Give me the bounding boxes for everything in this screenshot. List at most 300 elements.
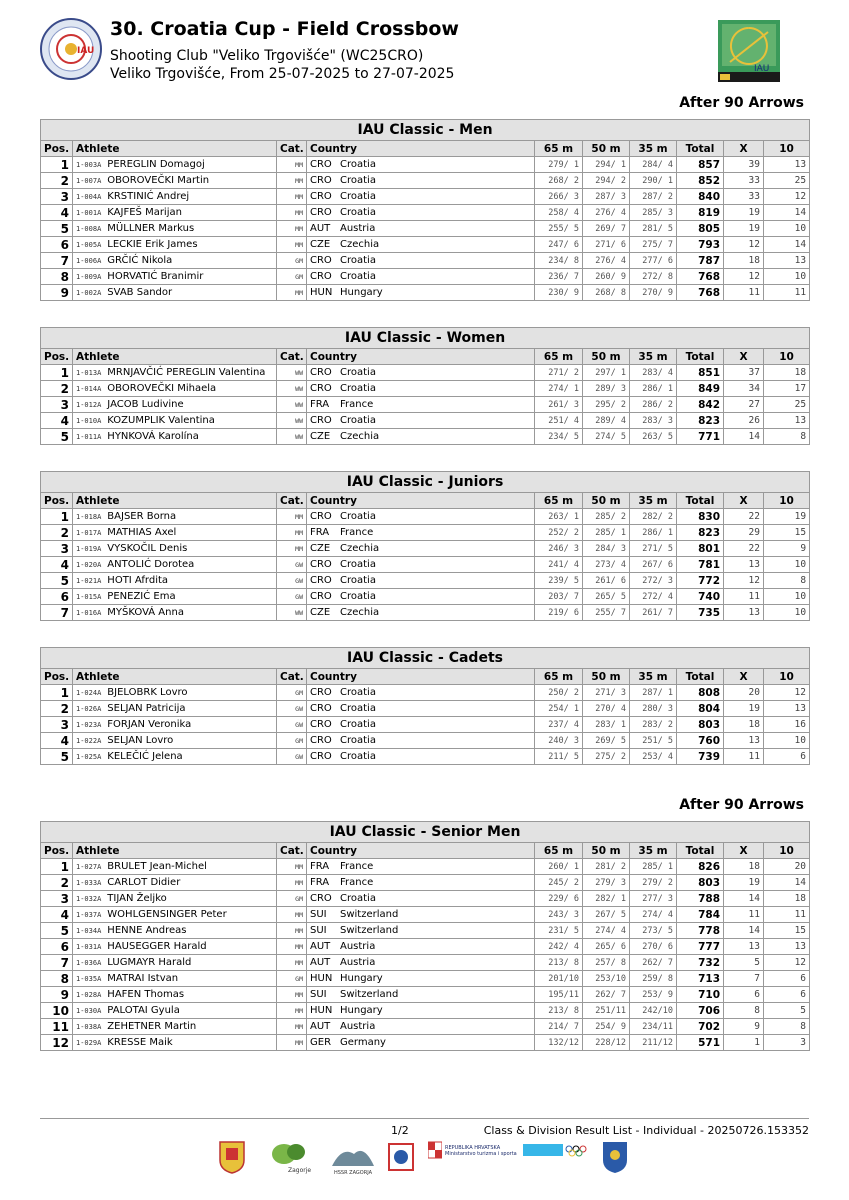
x-count: 11 — [724, 907, 764, 923]
svg-text:IAU: IAU — [77, 46, 95, 56]
score-35m: 234/11 — [630, 1019, 677, 1035]
country-cell — [307, 189, 535, 205]
bib-number: 1-004A — [76, 193, 102, 201]
position: 3 — [41, 397, 73, 413]
country-name: Switzerland — [340, 989, 399, 1000]
score-65m: 263/ 1 — [535, 509, 583, 525]
position: 1 — [41, 509, 73, 525]
category: MM — [277, 923, 307, 939]
bib-number: 1-001A — [76, 209, 102, 217]
country-code: AUT — [310, 957, 331, 968]
category: MM — [277, 189, 307, 205]
x-count: 12 — [724, 237, 764, 253]
country-code: CRO — [310, 719, 332, 730]
table-row — [41, 1019, 810, 1035]
country-cell — [307, 509, 535, 525]
column-header-athlete: Athlete — [73, 493, 277, 509]
table-row — [41, 733, 810, 749]
x-count: 9 — [724, 1019, 764, 1035]
country-cell — [307, 939, 535, 955]
athlete-cell — [73, 701, 277, 717]
column-header-athlete: Athlete — [73, 141, 277, 157]
tens-count: 15 — [764, 525, 810, 541]
category: GM — [277, 971, 307, 987]
category: GW — [277, 701, 307, 717]
column-header-d65: 65 m — [535, 349, 583, 365]
score-65m: 279/ 1 — [535, 157, 583, 173]
bib-number: 1-007A — [76, 177, 102, 185]
club-name: Shooting Club "Veliko Trgovišće" (WC25CRO) — [110, 48, 424, 64]
table-row — [41, 381, 810, 397]
score-50m: 274/ 4 — [583, 923, 630, 939]
total-score: 710 — [677, 987, 724, 1003]
bib-number: 1-009A — [76, 273, 102, 281]
score-50m: 279/ 3 — [583, 875, 630, 891]
country-code: SUI — [310, 925, 327, 936]
bib-number: 1-012A — [76, 401, 102, 409]
table-row — [41, 429, 810, 445]
bib-number: 1-014A — [76, 385, 102, 393]
country-cell — [307, 605, 535, 621]
country-cell — [307, 955, 535, 971]
column-header-country: Country — [307, 843, 535, 859]
results-table — [40, 647, 810, 765]
table-row — [41, 923, 810, 939]
score-65m: 239/ 5 — [535, 573, 583, 589]
x-count: 19 — [724, 221, 764, 237]
country-code: CRO — [310, 271, 332, 282]
total-score: 830 — [677, 509, 724, 525]
score-65m: 243/ 3 — [535, 907, 583, 923]
bib-number: 1-018A — [76, 513, 102, 521]
position: 5 — [41, 923, 73, 939]
score-65m: 241/ 4 — [535, 557, 583, 573]
score-50m: 281/ 2 — [583, 859, 630, 875]
athlete-name: KAJFEŠ Marijan — [107, 207, 182, 218]
table-row — [41, 285, 810, 301]
position: 7 — [41, 253, 73, 269]
position: 9 — [41, 987, 73, 1003]
bib-number: 1-016A — [76, 609, 102, 617]
hssr-logo — [330, 1140, 376, 1180]
country-name: Croatia — [340, 191, 376, 202]
ministry-text: REPUBLIKA HRVATSKA Ministarstvo turizma i sporta — [445, 1145, 517, 1157]
athlete-name: OBOROVEČKI Martin — [107, 175, 210, 186]
score-35m: 253/ 4 — [630, 749, 677, 765]
country-code: CRO — [310, 591, 332, 602]
event-place-dates: Veliko Trgovišće, From 25-07-2025 to 27-07-2025 — [110, 66, 455, 82]
athlete-name: OBOROVEČKI Mihaela — [107, 383, 217, 394]
position: 3 — [41, 717, 73, 733]
score-35m: 263/ 5 — [630, 429, 677, 445]
country-cell — [307, 397, 535, 413]
tens-count: 16 — [764, 717, 810, 733]
score-35m: 290/ 1 — [630, 173, 677, 189]
athlete-name: SELJAN Patricija — [107, 703, 186, 714]
athlete-name: ANTOLIĆ Dorotea — [107, 559, 195, 570]
score-50m: 228/12 — [583, 1035, 630, 1051]
position: 6 — [41, 939, 73, 955]
bib-number: 1-013A — [76, 369, 102, 377]
club-logo — [40, 18, 102, 80]
score-50m: 273/ 4 — [583, 557, 630, 573]
country-cell — [307, 923, 535, 939]
tens-count: 14 — [764, 237, 810, 253]
score-35m: 285/ 3 — [630, 205, 677, 221]
ministry-logo — [428, 1140, 517, 1164]
category: MM — [277, 859, 307, 875]
tens-count: 8 — [764, 573, 810, 589]
athlete-cell — [73, 413, 277, 429]
score-35m: 251/ 5 — [630, 733, 677, 749]
score-35m: 283/ 3 — [630, 413, 677, 429]
athlete-name: HAFEN Thomas — [107, 989, 185, 1000]
score-65m: 247/ 6 — [535, 237, 583, 253]
category: MM — [277, 1035, 307, 1051]
total-score: 851 — [677, 365, 724, 381]
athlete-name: MATRAI Istvan — [107, 973, 179, 984]
athlete-name: TIJAN Željko — [107, 893, 167, 904]
bib-number: 1-037A — [76, 911, 102, 919]
bib-number: 1-026A — [76, 705, 102, 713]
score-65m: 255/ 5 — [535, 221, 583, 237]
position: 8 — [41, 971, 73, 987]
table-row — [41, 1003, 810, 1019]
athlete-cell — [73, 541, 277, 557]
score-65m: 211/ 5 — [535, 749, 583, 765]
athlete-cell — [73, 1003, 277, 1019]
column-header-pos: Pos. — [41, 843, 73, 859]
page-number: 1/2 — [391, 1124, 409, 1137]
column-header-d35: 35 m — [630, 843, 677, 859]
score-50m: 253/10 — [583, 971, 630, 987]
athlete-cell — [73, 733, 277, 749]
score-35m: 277/ 3 — [630, 891, 677, 907]
country-code: CRO — [310, 191, 332, 202]
position: 12 — [41, 1035, 73, 1051]
tens-count: 18 — [764, 891, 810, 907]
country-code: FRA — [310, 877, 330, 888]
athlete-cell — [73, 1035, 277, 1051]
country-name: Switzerland — [340, 925, 399, 936]
column-header-x: X — [724, 843, 764, 859]
score-65m: 195/11 — [535, 987, 583, 1003]
x-count: 13 — [724, 605, 764, 621]
tens-count: 13 — [764, 413, 810, 429]
score-65m: 274/ 1 — [535, 381, 583, 397]
total-score: 571 — [677, 1035, 724, 1051]
country-name: Croatia — [340, 591, 376, 602]
country-cell — [307, 237, 535, 253]
bib-number: 1-006A — [76, 257, 102, 265]
athlete-name: HENNE Andreas — [107, 925, 187, 936]
table-row — [41, 157, 810, 173]
position: 4 — [41, 413, 73, 429]
athlete-cell — [73, 173, 277, 189]
country-name: Czechia — [340, 239, 380, 250]
total-score: 740 — [677, 589, 724, 605]
total-score: 849 — [677, 381, 724, 397]
country-name: Croatia — [340, 703, 376, 714]
athlete-name: PALOTAI Gyula — [107, 1005, 180, 1016]
score-50m: 294/ 1 — [583, 157, 630, 173]
score-50m: 294/ 2 — [583, 173, 630, 189]
country-cell — [307, 987, 535, 1003]
score-65m: 251/ 4 — [535, 413, 583, 429]
tens-count: 25 — [764, 397, 810, 413]
score-50m: 269/ 7 — [583, 221, 630, 237]
position: 3 — [41, 189, 73, 205]
category: MM — [277, 875, 307, 891]
score-65m: 237/ 4 — [535, 717, 583, 733]
athlete-cell — [73, 987, 277, 1003]
score-35m: 267/ 6 — [630, 557, 677, 573]
country-name: Germany — [340, 1037, 386, 1048]
country-name: Austria — [340, 1021, 376, 1032]
column-header-total: Total — [677, 843, 724, 859]
country-name: Croatia — [340, 893, 376, 904]
athlete-cell — [73, 907, 277, 923]
country-cell — [307, 413, 535, 429]
athlete-cell — [73, 189, 277, 205]
position: 3 — [41, 891, 73, 907]
total-score: 826 — [677, 859, 724, 875]
category: GW — [277, 717, 307, 733]
total-score: 803 — [677, 875, 724, 891]
position: 6 — [41, 589, 73, 605]
score-65m: 213/ 8 — [535, 955, 583, 971]
country-name: Austria — [340, 941, 376, 952]
athlete-name: SELJAN Lovro — [107, 735, 174, 746]
score-50m: 295/ 2 — [583, 397, 630, 413]
country-code: CRO — [310, 383, 332, 394]
column-header-x: X — [724, 493, 764, 509]
country-code: CZE — [310, 239, 331, 250]
position: 2 — [41, 173, 73, 189]
column-header-country: Country — [307, 493, 535, 509]
svg-text:HSSR ZAGORJA: HSSR ZAGORJA — [334, 1170, 373, 1176]
table-row — [41, 221, 810, 237]
column-header-cat: Cat. — [277, 349, 307, 365]
position: 4 — [41, 557, 73, 573]
column-header-cat: Cat. — [277, 141, 307, 157]
table-row — [41, 525, 810, 541]
score-35m: 261/ 7 — [630, 605, 677, 621]
score-65m: 260/ 1 — [535, 859, 583, 875]
score-50m: 261/ 6 — [583, 573, 630, 589]
category: GW — [277, 573, 307, 589]
column-header-pos: Pos. — [41, 493, 73, 509]
x-count: 29 — [724, 525, 764, 541]
country-code: CRO — [310, 575, 332, 586]
x-count: 22 — [724, 541, 764, 557]
score-50m: 282/ 1 — [583, 891, 630, 907]
athlete-name: LUGMAYR Harald — [107, 957, 192, 968]
x-count: 22 — [724, 509, 764, 525]
country-name: Croatia — [340, 751, 376, 762]
athlete-name: JACOB Ludivine — [107, 399, 184, 410]
results-table — [40, 327, 810, 445]
bib-number: 1-002A — [76, 289, 102, 297]
total-score: 778 — [677, 923, 724, 939]
bib-number: 1-003A — [76, 161, 102, 169]
athlete-cell — [73, 429, 277, 445]
country-cell — [307, 557, 535, 573]
country-name: Austria — [340, 223, 376, 234]
section-title: IAU Classic - Cadets — [41, 648, 810, 669]
country-name: Croatia — [340, 735, 376, 746]
country-code: AUT — [310, 941, 331, 952]
column-header-country: Country — [307, 669, 535, 685]
tens-count: 17 — [764, 381, 810, 397]
table-row — [41, 253, 810, 269]
table-row — [41, 205, 810, 221]
position: 2 — [41, 701, 73, 717]
country-code: CRO — [310, 367, 332, 378]
athlete-cell — [73, 605, 277, 621]
bib-number: 1-035A — [76, 975, 102, 983]
athlete-name: BRULET Jean-Michel — [107, 861, 207, 872]
column-header-x: X — [724, 349, 764, 365]
table-row — [41, 955, 810, 971]
country-name: Hungary — [340, 1005, 383, 1016]
country-cell — [307, 907, 535, 923]
country-cell — [307, 541, 535, 557]
category: MM — [277, 285, 307, 301]
tens-count: 13 — [764, 253, 810, 269]
category: WW — [277, 397, 307, 413]
column-header-ten: 10 — [764, 141, 810, 157]
country-cell — [307, 1035, 535, 1051]
x-count: 37 — [724, 365, 764, 381]
tens-count: 10 — [764, 733, 810, 749]
score-65m: 268/ 2 — [535, 173, 583, 189]
athlete-name: MRNJAVČIĆ PEREGLIN Valentina — [107, 367, 266, 378]
position: 5 — [41, 749, 73, 765]
position: 8 — [41, 269, 73, 285]
column-header-ten: 10 — [764, 843, 810, 859]
athlete-name: BJELOBRK Lovro — [107, 687, 188, 698]
total-score: 771 — [677, 429, 724, 445]
score-35m: 270/ 9 — [630, 285, 677, 301]
score-65m: 229/ 6 — [535, 891, 583, 907]
score-50m: 270/ 4 — [583, 701, 630, 717]
score-50m: 255/ 7 — [583, 605, 630, 621]
total-score: 777 — [677, 939, 724, 955]
category: WW — [277, 365, 307, 381]
athlete-name: VYSKOČIL Denis — [107, 543, 188, 554]
country-name: Croatia — [340, 687, 376, 698]
country-code: CZE — [310, 431, 331, 442]
score-35m: 287/ 1 — [630, 685, 677, 701]
total-score: 772 — [677, 573, 724, 589]
total-score: 706 — [677, 1003, 724, 1019]
score-35m: 279/ 2 — [630, 875, 677, 891]
tens-count: 12 — [764, 955, 810, 971]
position: 1 — [41, 685, 73, 701]
country-name: Croatia — [340, 175, 376, 186]
country-code: CRO — [310, 703, 332, 714]
tens-count: 11 — [764, 907, 810, 923]
column-header-pos: Pos. — [41, 669, 73, 685]
position: 4 — [41, 733, 73, 749]
results-table — [40, 119, 810, 301]
category: MM — [277, 939, 307, 955]
total-score: 768 — [677, 285, 724, 301]
position: 4 — [41, 907, 73, 923]
column-header-total: Total — [677, 349, 724, 365]
x-count: 27 — [724, 397, 764, 413]
category: GM — [277, 891, 307, 907]
score-50m: 284/ 3 — [583, 541, 630, 557]
tens-count: 13 — [764, 701, 810, 717]
tens-count: 10 — [764, 605, 810, 621]
column-header-cat: Cat. — [277, 493, 307, 509]
table-row — [41, 413, 810, 429]
bib-number: 1-028A — [76, 991, 102, 999]
category: MM — [277, 157, 307, 173]
column-header-d35: 35 m — [630, 349, 677, 365]
country-name: Croatia — [340, 383, 376, 394]
category: GM — [277, 269, 307, 285]
tens-count: 13 — [764, 939, 810, 955]
tens-count: 6 — [764, 987, 810, 1003]
country-cell — [307, 891, 535, 907]
country-code: FRA — [310, 861, 330, 872]
position: 7 — [41, 605, 73, 621]
score-50m: 271/ 3 — [583, 685, 630, 701]
bib-number: 1-031A — [76, 943, 102, 951]
score-50m: 289/ 3 — [583, 381, 630, 397]
score-35m: 272/ 4 — [630, 589, 677, 605]
page-title: 30. Croatia Cup - Field Crossbow — [110, 18, 459, 40]
position: 3 — [41, 541, 73, 557]
score-35m: 281/ 5 — [630, 221, 677, 237]
athlete-cell — [73, 525, 277, 541]
table-row — [41, 365, 810, 381]
athlete-name: FORJAN Veronika — [107, 719, 192, 730]
table-row — [41, 859, 810, 875]
score-35m: 277/ 6 — [630, 253, 677, 269]
athlete-cell — [73, 749, 277, 765]
table-row — [41, 749, 810, 765]
column-header-total: Total — [677, 141, 724, 157]
score-65m: 132/12 — [535, 1035, 583, 1051]
position: 10 — [41, 1003, 73, 1019]
svg-text:IAU: IAU — [754, 64, 770, 74]
position: 5 — [41, 573, 73, 589]
total-score: 793 — [677, 237, 724, 253]
bib-number: 1-023A — [76, 721, 102, 729]
total-score: 804 — [677, 701, 724, 717]
country-code: FRA — [310, 527, 330, 538]
section-title: IAU Classic - Juniors — [41, 472, 810, 493]
athlete-name: HOTI Afrdita — [107, 575, 169, 586]
table-row — [41, 573, 810, 589]
table-row — [41, 685, 810, 701]
bib-number: 1-025A — [76, 753, 102, 761]
county-shield-logo — [601, 1140, 629, 1178]
score-50m: 265/ 6 — [583, 939, 630, 955]
total-score: 788 — [677, 891, 724, 907]
bib-number: 1-021A — [76, 577, 102, 585]
athlete-cell — [73, 859, 277, 875]
country-cell — [307, 1019, 535, 1035]
position: 6 — [41, 237, 73, 253]
column-header-d50: 50 m — [583, 493, 630, 509]
table-row — [41, 875, 810, 891]
table-row — [41, 237, 810, 253]
